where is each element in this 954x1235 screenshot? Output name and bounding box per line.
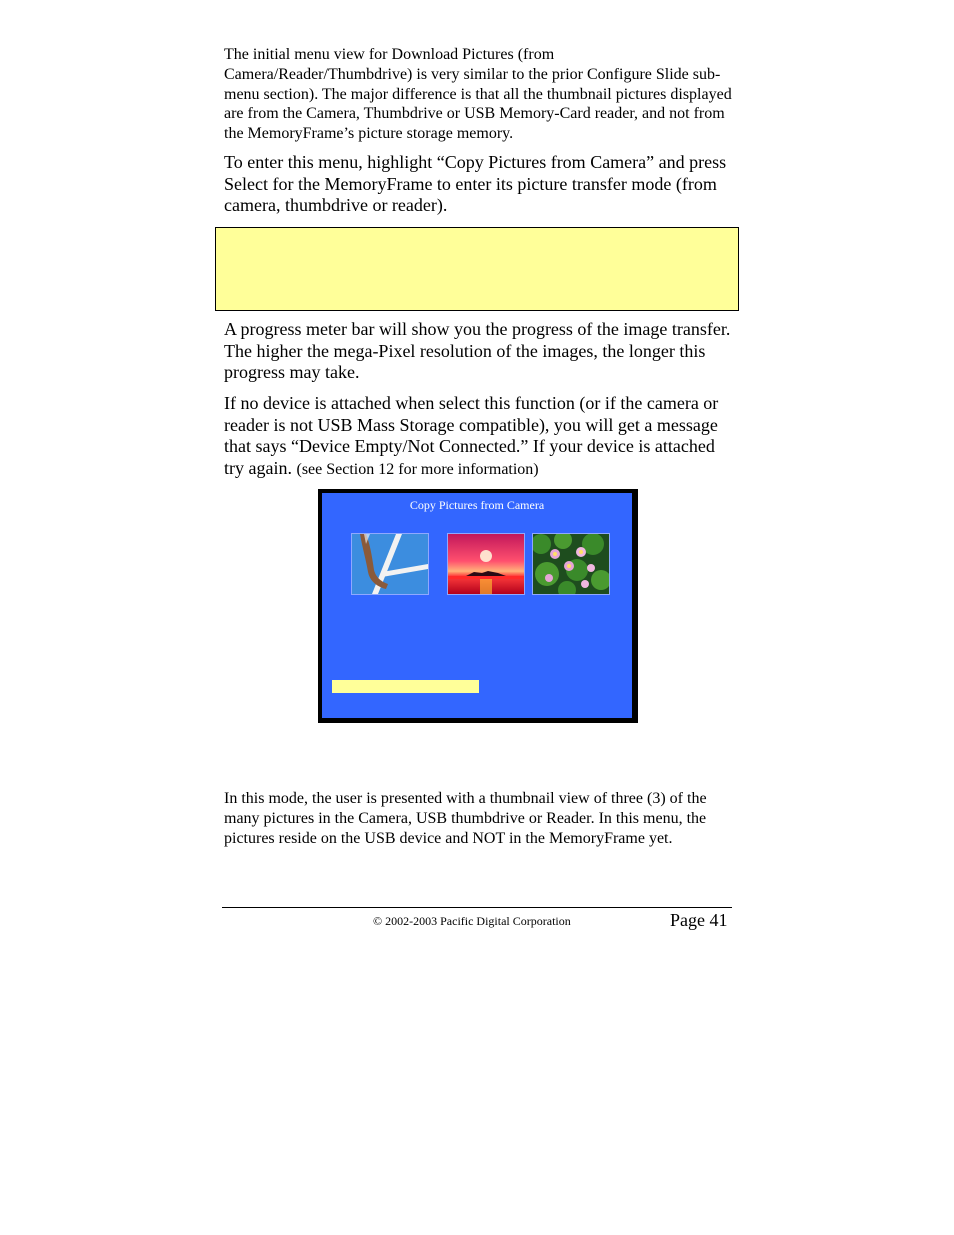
no-device-text: If no device is attached when select this function (or if the camera or reader is not USB Mass Storage compatible), you will get a message that says “Device Empty/Not Connected.” If your device is attached try again. [224, 393, 719, 478]
copyright-notice: © 2002-2003 Pacific Digital Corporation [373, 914, 571, 928]
enter-menu-paragraph: To enter this menu, highlight “Copy Pictures from Camera” and press Select for the MemoryFrame to enter its picture transfer mode (from camera, thumbdrive or reader). [224, 152, 727, 216]
sunset-image [448, 534, 524, 594]
no-device-paragraph [224, 393, 734, 480]
thumbnail-2[interactable] [447, 533, 525, 595]
screen-title: Copy Pictures from Camera [409, 498, 545, 512]
section-reference: (see Section 12 for more information) [296, 460, 539, 478]
note-box [215, 227, 739, 311]
progress-meter-bar [332, 680, 479, 693]
thumbnail-1[interactable] [351, 533, 429, 595]
intro-paragraph: The initial menu view for Download Pictures (from Camera/Reader/Thumbdrive) is very similar to the prior Configure Slide sub-menu section). The major difference is that all the thumbnail pictures displayed are from the Camera, Thumbdrive or USB Memory-Card reader, and not from the MemoryFrame’s picture storage memory. [224, 46, 732, 143]
footer-divider [222, 907, 732, 908]
water-lilies-image [533, 534, 609, 594]
progress-paragraph: A progress meter bar will show you the progress of the image transfer. The higher the mega-Pixel resolution of the images, the longer this progress may take. [224, 319, 731, 383]
page-number: Page 41 [670, 910, 728, 930]
thumbnail-3[interactable] [532, 533, 610, 595]
menu-screen [318, 489, 638, 723]
mode-paragraph: In this mode, the user is presented with a thumbnail view of three (3) of the many pictures in the Camera, USB thumbdrive or Reader. In this menu, the pictures reside on the USB device and NOT in the MemoryFrame yet. [224, 790, 707, 847]
tennis-court-image [352, 534, 428, 594]
